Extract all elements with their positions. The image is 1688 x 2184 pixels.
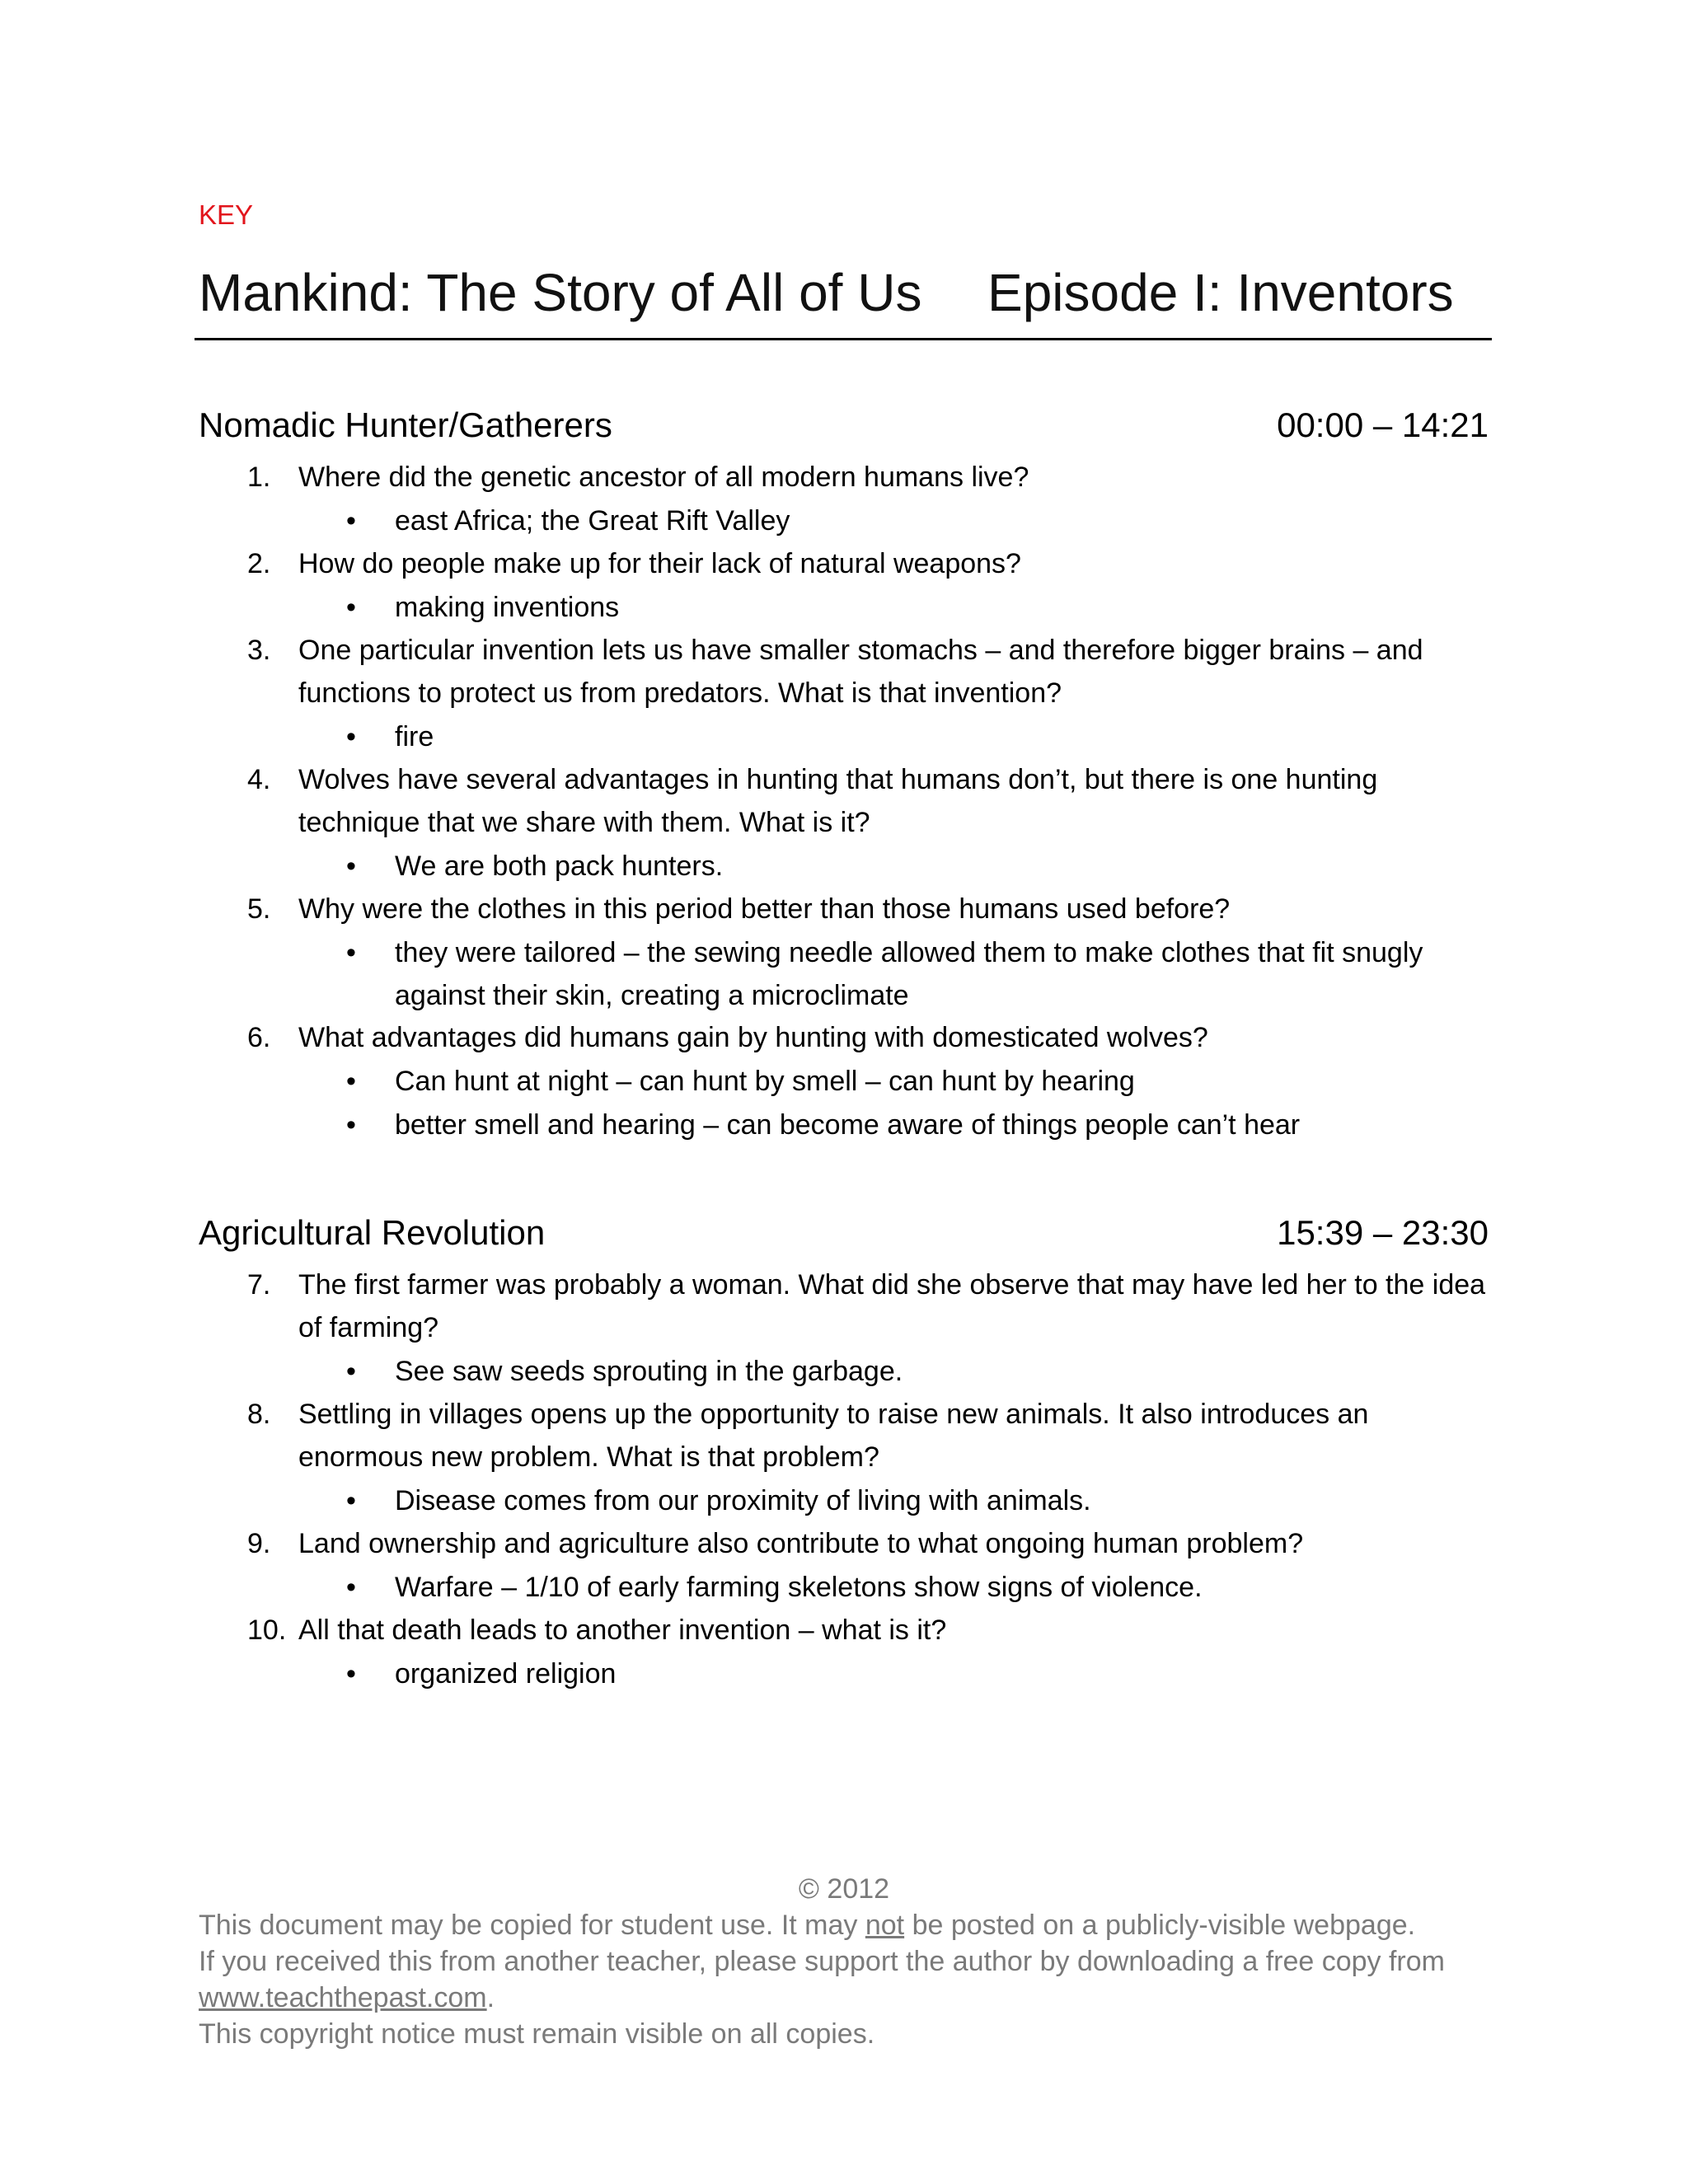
section-time: 00:00 – 14:21 [1277, 405, 1489, 444]
footer-text: be posted on a publicly-visible webpage. [904, 1910, 1416, 1941]
footer-line-3 [199, 1980, 1489, 2016]
bullet-icon: • [346, 1572, 356, 1603]
bullet-icon: • [346, 1658, 356, 1690]
bullet-icon: • [346, 592, 356, 623]
question-text: All that death leads to another invention – what is it? [298, 1615, 947, 1646]
copyright-footer [199, 1871, 1489, 2052]
question-number: 3. [247, 635, 271, 666]
section-time: 15:39 – 23:30 [1277, 1213, 1489, 1252]
bullet-icon: • [346, 505, 356, 537]
title-left: Mankind: The Story of All of Us [199, 263, 922, 322]
question-text: Settling in villages opens up the opportunity to raise new animals. It also introduces an [298, 1399, 1369, 1430]
question-text: Land ownership and agriculture also contribute to what ongoing human problem? [298, 1528, 1304, 1559]
copyright-year: © 2012 [798, 1873, 890, 1905]
footer-emphasis: not [865, 1910, 905, 1941]
question-text: How do people make up for their lack of natural weapons? [298, 548, 1021, 579]
question-number: 8. [247, 1399, 271, 1430]
answer-text: organized religion [395, 1658, 617, 1690]
bullet-icon: • [346, 851, 356, 882]
section-heading [199, 1213, 1489, 1259]
question-text: What advantages did humans gain by hunting with domesticated wolves? [298, 1022, 1208, 1053]
answer-text: against their skin, creating a microclimate [395, 980, 909, 1011]
answer-text: Warfare – 1/10 of early farming skeletons show signs of violence. [395, 1572, 1203, 1603]
question-number: 9. [247, 1528, 271, 1559]
answer-text: Disease comes from our proximity of living with animals. [395, 1485, 1091, 1516]
answer-text: making inventions [395, 592, 620, 623]
answer-text: fire [395, 721, 434, 752]
section-heading [199, 405, 1489, 452]
bullet-icon: • [346, 1066, 356, 1097]
teachthepast-link[interactable]: www.teachthepast.com [199, 1982, 487, 2013]
answer-text: Can hunt at night – can hunt by smell – can hunt by hearing [395, 1066, 1135, 1097]
bullet-icon: • [346, 1109, 356, 1141]
question-text: The first farmer was probably a woman. What did she observe that may have led her to the idea [298, 1269, 1486, 1301]
answer-text: better smell and hearing – can become aware of things people can’t hear [395, 1109, 1301, 1141]
question-text: Wolves have several advantages in hunting that humans don’t, but there is one hunting [298, 764, 1378, 795]
question-text: Why were the clothes in this period better than those humans used before? [298, 893, 1231, 925]
bullet-icon: • [346, 937, 356, 968]
footer-text: . [486, 1982, 495, 2013]
question-text: enormous new problem. What is that problem? [298, 1441, 879, 1473]
question-number: 10. [247, 1615, 287, 1646]
key-label: KEY [199, 199, 254, 230]
answer-text: they were tailored – the sewing needle allowed them to make clothes that fit snugly [395, 937, 1423, 968]
answer-text: east Africa; the Great Rift Valley [395, 505, 790, 537]
question-number: 5. [247, 893, 271, 925]
title-right: Episode I: Inventors [987, 263, 1454, 322]
question-text: technique that we share with them. What is it? [298, 807, 870, 838]
footer-text: This document may be copied for student use. It may [199, 1910, 865, 1941]
footer-line-1 [199, 1907, 1489, 1943]
question-number: 1. [247, 462, 271, 493]
question-number: 4. [247, 764, 271, 795]
question-number: 7. [247, 1269, 271, 1301]
section-title: Nomadic Hunter/Gatherers [199, 405, 612, 444]
document-title [195, 262, 1492, 340]
answer-text: We are both pack hunters. [395, 851, 724, 882]
bullet-icon: • [346, 1356, 356, 1387]
question-number: 2. [247, 548, 271, 579]
answer-text: See saw seeds sprouting in the garbage. [395, 1356, 903, 1387]
question-text: One particular invention lets us have smaller stomachs – and therefore bigger brains – and [298, 635, 1423, 666]
bullet-icon: • [346, 1485, 356, 1516]
question-text: of farming? [298, 1312, 439, 1343]
footer-line-2: If you received this from another teacher, please support the author by downloading a free copy from [199, 1946, 1445, 1977]
question-text: Where did the genetic ancestor of all modern humans live? [298, 462, 1029, 493]
question-text: functions to protect us from predators. What is that invention? [298, 677, 1062, 709]
footer-line-4: This copyright notice must remain visible on all copies. [199, 2018, 875, 2050]
question-number: 6. [247, 1022, 271, 1053]
section-title: Agricultural Revolution [199, 1213, 546, 1252]
bullet-icon: • [346, 721, 356, 752]
